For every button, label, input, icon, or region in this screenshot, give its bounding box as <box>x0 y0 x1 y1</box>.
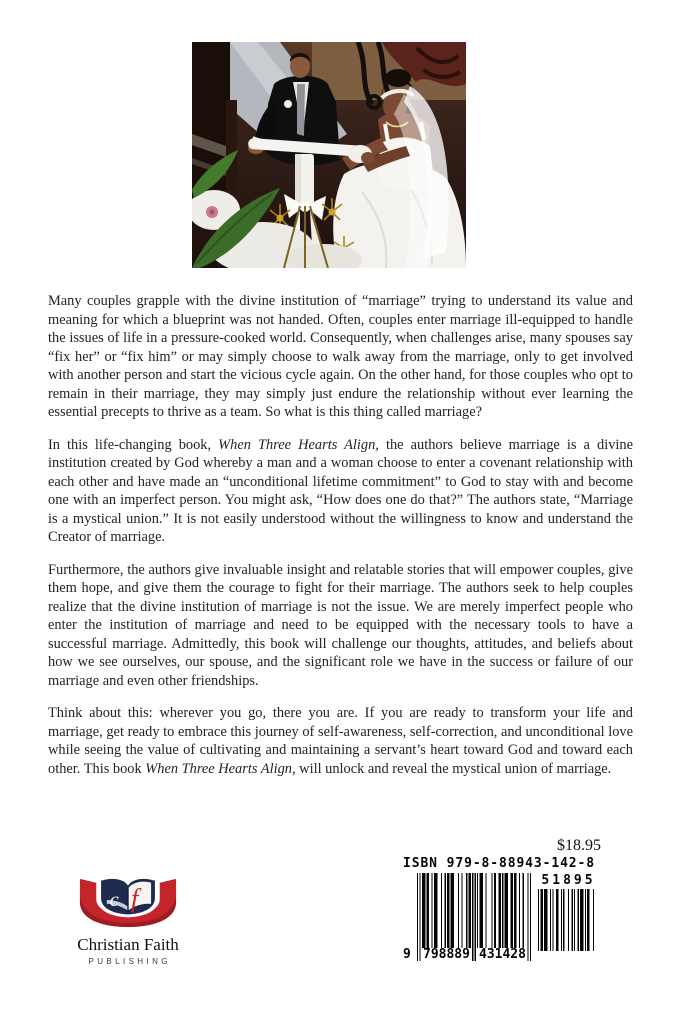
wedding-photo <box>192 42 466 268</box>
logo-letter-c: c <box>109 888 119 911</box>
isbn-digit-group-1: 798889 <box>423 947 470 962</box>
price: $18.95 <box>557 837 601 854</box>
publisher-logo <box>70 870 186 966</box>
logo-letter-f: f <box>130 882 139 913</box>
price-supplement-digits: 51895 <box>541 873 596 888</box>
back-cover-text <box>48 292 633 792</box>
paragraph-4: Think about this: wherever you go, there you are. If you are ready to transform your life and marriage, get ready to embrace this journey of self-awareness, self-correction, and unconditional love while seeing the value of cultivating and maintaining a servant’s heart toward God and toward each other. This book When Three Hearts Align, will unlock and reveal the mystical union of marriage. <box>48 705 633 777</box>
paragraph-1: Many couples grapple with the divine institution of “marriage” trying to understand its value and meaning for which a blueprint was not handed. Often, couples enter marriage ill-equipped to handle the issues of life in a pressure-cooked world. Consequently, when challenges arise, many spouses say “fix her” or “fix him” or may simply choose to walk away from the marriage, only to get involved with another person and start the vicious cycle again. On the other hand, for those couples who opt to remain in their marriage, they may simply just endure the relationship without ever learning the essential precepts to thrive as a team. So what is this thing called marriage? <box>48 293 633 420</box>
open-book-logo-icon <box>78 870 178 932</box>
paragraph-2: In this life-changing book, When Three Hearts Align, the authors believe marriage is a divine institution created by God whereby a man and a woman choose to enter a covenant relationship with each other and have made an “unconditional lifetime commitment” to God to stay with and become one with an imperfect person. You might ask, “How does one do that?” The authors state, “Marriage is a mystical union.” It is not easily understood without the willingness to know and understand the Creator of marriage. <box>48 436 633 545</box>
isbn-lead-digit: 9 <box>403 947 411 962</box>
publisher-name: Christian Faith <box>77 935 179 954</box>
wedding-photo-illustration <box>192 42 466 268</box>
isbn-digit-group-2: 431428 <box>479 947 526 962</box>
isbn-barcode-block <box>403 856 597 972</box>
isbn-label: ISBN 979-8-88943-142-8 <box>403 856 595 871</box>
ean5-supplement-barcode <box>538 889 594 951</box>
publisher-subtitle: PUBLISHING <box>88 957 171 966</box>
paragraph-3: Furthermore, the authors give invaluable insight and relatable stories that will empower couples, give them hope, and give them the courage to fight for their marriage. The authors seek to help couples realize that the divine institution of marriage is not the issue. We are merely imperfect people who enter the institution of marriage and need to be equipped with the necessary tools to have a successful marriage. Admittedly, this book will challenge our thoughts, attitudes, and beliefs about how we see ourselves, our spouse, and the significant role we have in the success or failure of our marriage and even other friendships. <box>48 561 633 689</box>
